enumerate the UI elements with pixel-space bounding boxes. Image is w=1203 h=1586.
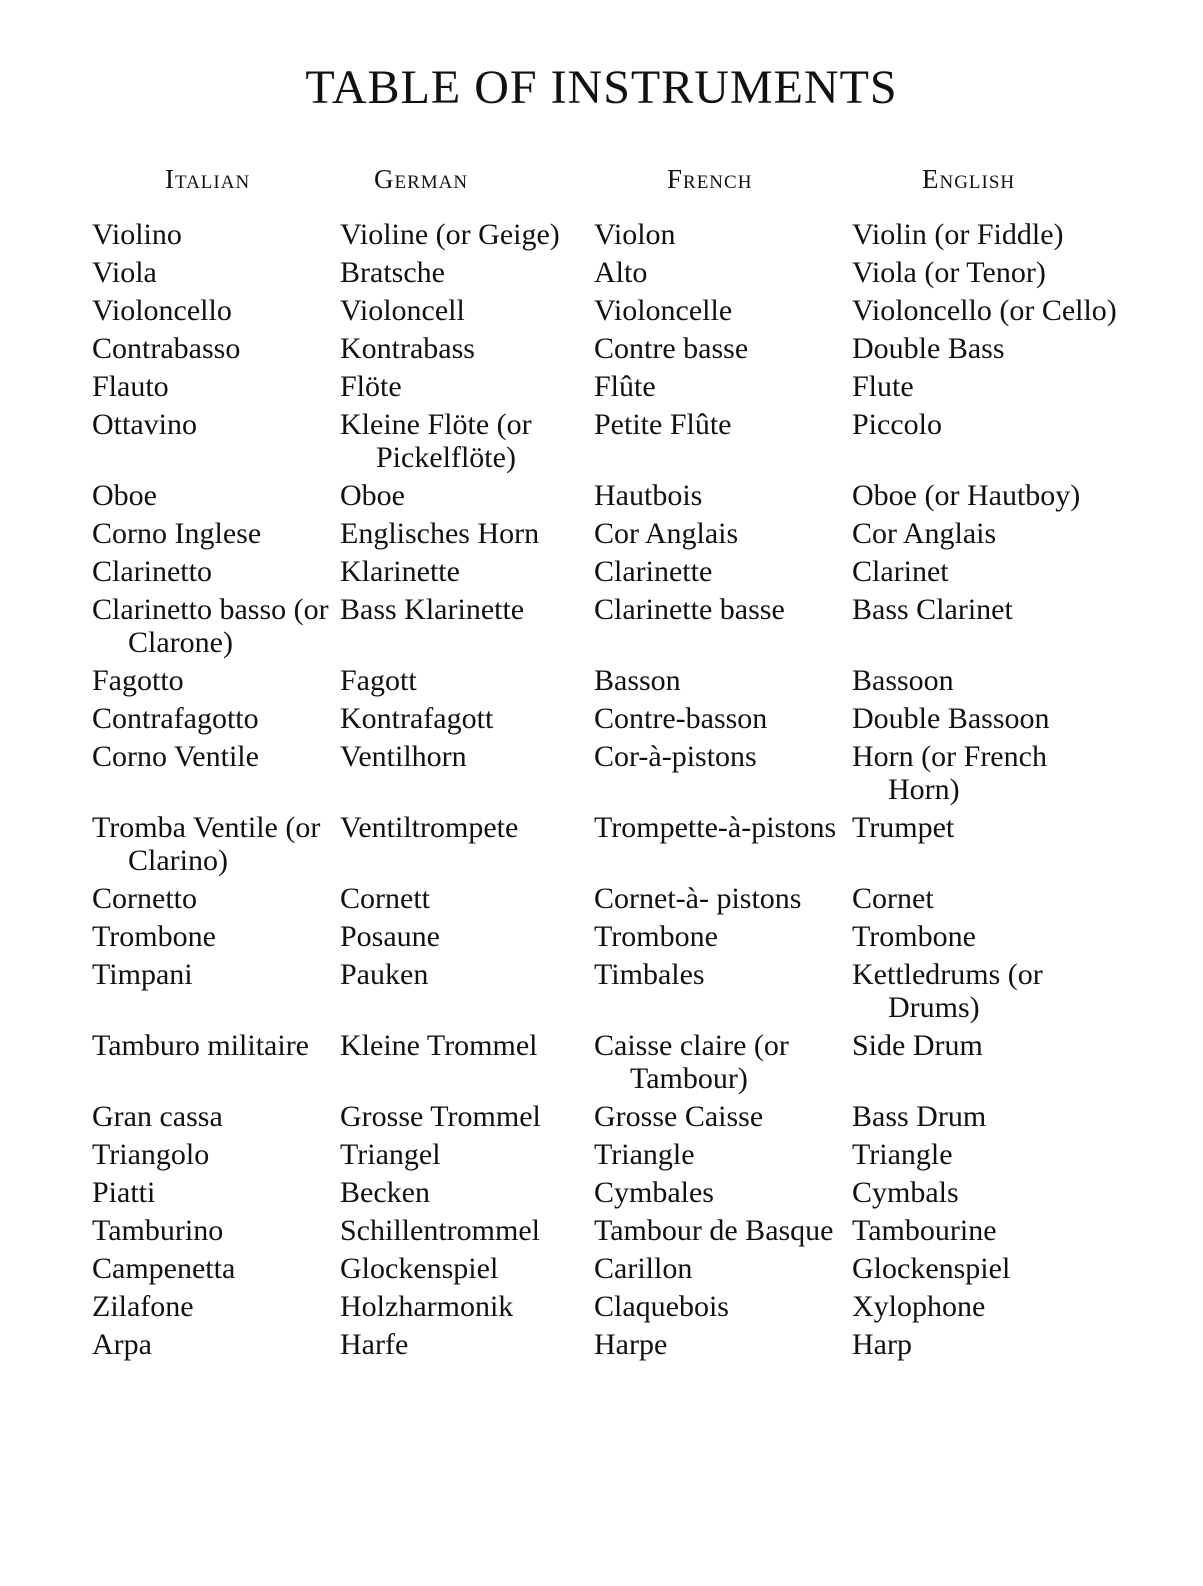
cell-italian: Triangolo (92, 1138, 210, 1171)
cell-german: Kleine Flöte (or Pickelflöte) (340, 408, 532, 474)
cell-italian: Gran cassa (92, 1100, 223, 1133)
table-row (92, 332, 1122, 365)
cell-german: Violoncell (340, 294, 465, 327)
cell-italian: Tamburino (92, 1214, 224, 1247)
cell-french: Cornet-à- pistons (594, 882, 802, 915)
cell-english: Kettledrums (or Drums) (852, 958, 1043, 1024)
table-row (92, 958, 1122, 1024)
cell-french: Grosse Caisse (594, 1100, 764, 1133)
cell-german: Triangel (340, 1138, 441, 1171)
cell-english: Cor Anglais (852, 517, 997, 550)
table-row (92, 740, 1122, 806)
cell-italian: Timpani (92, 958, 193, 991)
table-row (92, 664, 1122, 697)
cell-italian: Viola (92, 256, 157, 289)
cell-english: Side Drum (852, 1029, 983, 1062)
cell-english: Violoncello (or Cello) (852, 294, 1117, 327)
cell-italian: Contrafagotto (92, 702, 259, 735)
cell-french: Basson (594, 664, 681, 697)
cell-german: Posaune (340, 920, 440, 953)
cell-french: Trompette-à-pistons (594, 811, 837, 844)
cell-german: Becken (340, 1176, 430, 1209)
table-row (92, 882, 1122, 915)
table-row (92, 1290, 1122, 1323)
cell-italian: Tamburo militaire (92, 1029, 310, 1062)
cell-english: Xylophone (852, 1290, 986, 1323)
cell-french: Contre basse (594, 332, 749, 365)
cell-english: Cymbals (852, 1176, 959, 1209)
cell-german: Glockenspiel (340, 1252, 499, 1285)
table-row (92, 593, 1122, 659)
table-row (92, 920, 1122, 953)
column-header-italian: Italian (165, 164, 251, 194)
cell-french: Petite Flûte (594, 408, 732, 441)
cell-german: Kontrabass (340, 332, 475, 365)
cell-english: Tambourine (852, 1214, 997, 1247)
cell-italian: Fagotto (92, 664, 184, 697)
cell-italian: Corno Ventile (92, 740, 259, 773)
cell-english: Triangle (852, 1138, 953, 1171)
cell-german: Oboe (340, 479, 405, 512)
cell-french: Clarinette basse (594, 593, 785, 626)
instrument-table (92, 218, 1122, 1366)
cell-italian: Campenetta (92, 1252, 236, 1285)
cell-german: Bratsche (340, 256, 445, 289)
cell-italian: Cornetto (92, 882, 197, 915)
cell-italian: Contrabasso (92, 332, 241, 365)
table-row (92, 256, 1122, 289)
cell-french: Harpe (594, 1328, 668, 1361)
cell-english: Trombone (852, 920, 976, 953)
cell-german: Cornett (340, 882, 430, 915)
cell-italian: Violino (92, 218, 182, 251)
cell-italian: Arpa (92, 1328, 152, 1361)
cell-german: Kleine Trommel (340, 1029, 538, 1062)
cell-german: Kontrafagott (340, 702, 494, 735)
table-row (92, 479, 1122, 512)
cell-italian: Trombone (92, 920, 216, 953)
cell-french: Hautbois (594, 479, 703, 512)
cell-english: Trumpet (852, 811, 955, 844)
cell-french: Flûte (594, 370, 656, 403)
cell-italian: Clarinetto basso (or Clarone) (92, 593, 329, 659)
cell-english: Glockenspiel (852, 1252, 1011, 1285)
cell-english: Horn (or French Horn) (852, 740, 1047, 806)
cell-french: Clarinette (594, 555, 713, 588)
cell-french: Violoncelle (594, 294, 733, 327)
column-header-french: French (667, 164, 753, 194)
table-row (92, 1176, 1122, 1209)
table-row (92, 370, 1122, 403)
table-row (92, 517, 1122, 550)
cell-english: Harp (852, 1328, 912, 1361)
cell-german: Harfe (340, 1328, 409, 1361)
cell-english: Clarinet (852, 555, 949, 588)
table-row (92, 218, 1122, 251)
table-row (92, 1328, 1122, 1361)
cell-german: Fagott (340, 664, 417, 697)
cell-french: Cor Anglais (594, 517, 739, 550)
cell-english: Bass Clarinet (852, 593, 1013, 626)
cell-italian: Clarinetto (92, 555, 212, 588)
cell-italian: Violoncello (92, 294, 232, 327)
cell-german: Holzharmonik (340, 1290, 514, 1323)
cell-french: Carillon (594, 1252, 693, 1285)
cell-french: Timbales (594, 958, 705, 991)
table-row (92, 408, 1122, 474)
cell-german: Bass Klarinette (340, 593, 525, 626)
cell-italian: Ottavino (92, 408, 197, 441)
cell-english: Double Bass (852, 332, 1005, 365)
cell-english: Cornet (852, 882, 934, 915)
cell-french: Cor-à-pistons (594, 740, 757, 773)
cell-english: Oboe (or Hautboy) (852, 479, 1081, 512)
table-row (92, 1252, 1122, 1285)
cell-german: Pauken (340, 958, 429, 991)
cell-german: Ventiltrompete (340, 811, 519, 844)
cell-french: Alto (594, 256, 648, 289)
cell-italian: Corno Inglese (92, 517, 262, 550)
cell-german: Grosse Trommel (340, 1100, 541, 1133)
cell-french: Contre-basson (594, 702, 768, 735)
page-title: TABLE OF INSTRUMENTS (305, 61, 898, 114)
cell-french: Claquebois (594, 1290, 729, 1323)
cell-english: Flute (852, 370, 914, 403)
cell-french: Tambour de Basque (594, 1214, 834, 1247)
cell-italian: Oboe (92, 479, 157, 512)
cell-italian: Tromba Ventile (or Clarino) (92, 811, 321, 877)
cell-english: Violin (or Fiddle) (852, 218, 1064, 251)
cell-french: Caisse claire (or Tambour) (594, 1029, 789, 1095)
cell-english: Viola (or Tenor) (852, 256, 1046, 289)
cell-german: Schillentrommel (340, 1214, 540, 1247)
table-row (92, 702, 1122, 735)
table-row (92, 811, 1122, 877)
cell-english: Double Bassoon (852, 702, 1050, 735)
cell-german: Englisches Horn (340, 517, 540, 550)
column-header-german: German (374, 164, 469, 194)
cell-french: Cymbales (594, 1176, 714, 1209)
table-row (92, 555, 1122, 588)
cell-french: Triangle (594, 1138, 695, 1171)
cell-german: Flöte (340, 370, 402, 403)
table-row (92, 1029, 1122, 1095)
table-row (92, 294, 1122, 327)
column-header-english: English (922, 164, 1016, 194)
table-row (92, 1138, 1122, 1171)
cell-english: Bassoon (852, 664, 954, 697)
cell-german: Klarinette (340, 555, 460, 588)
cell-italian: Zilafone (92, 1290, 194, 1323)
cell-italian: Flauto (92, 370, 169, 403)
table-row (92, 1100, 1122, 1133)
cell-italian: Piatti (92, 1176, 156, 1209)
cell-german: Ventilhorn (340, 740, 467, 773)
cell-english: Piccolo (852, 408, 942, 441)
table-row (92, 1214, 1122, 1247)
cell-english: Bass Drum (852, 1100, 987, 1133)
cell-french: Violon (594, 218, 676, 251)
cell-german: Violine (or Geige) (340, 218, 560, 251)
cell-french: Trombone (594, 920, 718, 953)
